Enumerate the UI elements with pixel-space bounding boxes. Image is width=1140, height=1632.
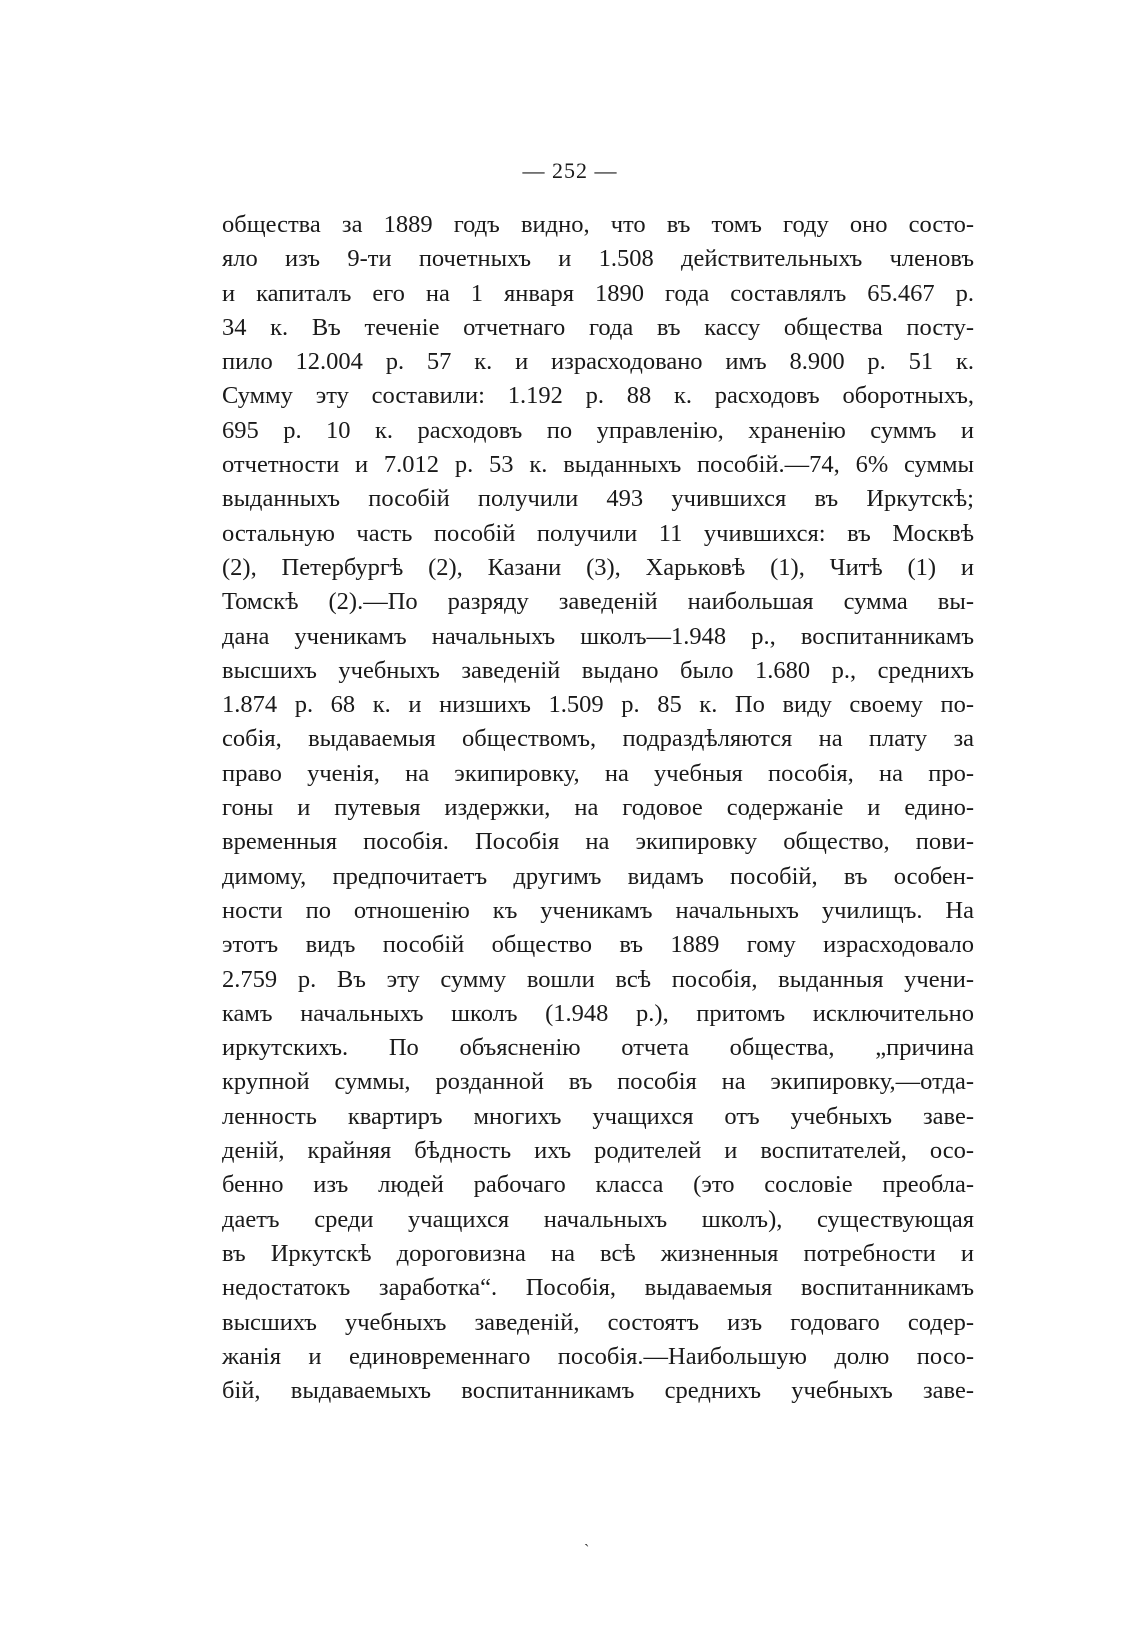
- text-line: камъ начальныхъ школъ (1.948 р.), притомъ исключительно: [222, 999, 974, 1027]
- text-line: отчетности и 7.012 р. 53 к. выданныхъ пособій.—74, 6% суммы: [222, 451, 974, 479]
- text-line: деній, крайняя бѣдность ихъ родителей и воспитателей, осо-: [222, 1137, 974, 1165]
- print-speck-mark: ˏ: [584, 1530, 590, 1547]
- text-line: въ Иркутскѣ дороговизна на всѣ жизненныя потребности и: [222, 1239, 974, 1267]
- page-number: — 252 —: [522, 158, 618, 183]
- text-line: Томскѣ (2).—По разряду заведеній наибольшая сумма вы-: [222, 588, 974, 616]
- text-line: жанія и единовременнаго пособія.—Наибольшую долю посо-: [222, 1342, 974, 1370]
- text-line: высшихъ учебныхъ заведеній выдано было 1.680 р., среднихъ: [222, 656, 974, 684]
- body-text: [222, 208, 974, 1408]
- text-line: и капиталъ его на 1 января 1890 года составлялъ 65.467 р.: [222, 279, 974, 307]
- text-line: остальную часть пособій получили 11 учившихся: въ Москвѣ: [222, 519, 974, 547]
- text-line: крупной суммы, розданной въ пособія на экипировку,—отда-: [222, 1068, 974, 1096]
- text-line: 1.874 р. 68 к. и низшихъ 1.509 р. 85 к. По виду своему по-: [222, 691, 974, 719]
- text-line: право ученія, на экипировку, на учебныя пособія, на про-: [222, 759, 974, 787]
- text-line: временныя пособія. Пособія на экипировку общество, пови-: [222, 828, 974, 856]
- text-line: общества за 1889 годъ видно, что въ томъ году оно состо-: [222, 211, 974, 238]
- text-line: иркутскихъ. По объясненію отчета общества, „причина: [222, 1034, 974, 1062]
- text-line: высшихъ учебныхъ заведеній, состоятъ изъ годоваго содер-: [222, 1308, 974, 1336]
- text-line: 2.759 р. Въ эту сумму вошли всѣ пособія, выданныя учени-: [222, 965, 974, 993]
- text-line: 34 к. Въ теченіе отчетнаго года въ кассу общества посту-: [222, 313, 974, 341]
- text-line: пило 12.004 р. 57 к. и израсходовано имъ 8.900 р. 51 к.: [222, 348, 974, 376]
- text-line: бій, выдаваемыхъ воспитанникамъ среднихъ учебныхъ заве-: [222, 1377, 974, 1405]
- text-line: даетъ среди учащихся начальныхъ школъ), существующая: [222, 1205, 974, 1233]
- text-line: ленность квартиръ многихъ учащихся отъ учебныхъ заве-: [222, 1102, 974, 1130]
- text-line: яло изъ 9-ти почетныхъ и 1.508 действительныхъ членовъ: [222, 245, 974, 273]
- text-line: недостатокъ заработка“. Пособія, выдаваемыя воспитанникамъ: [222, 1274, 974, 1302]
- text-line: ности по отношенію къ ученикамъ начальныхъ училищъ. На: [222, 896, 974, 924]
- text-line: этотъ видъ пособій общество въ 1889 гому израсходовало: [222, 931, 974, 959]
- text-line: Сумму эту составили: 1.192 р. 88 к. расходовъ оборотныхъ,: [222, 382, 974, 410]
- text-line: дана ученикамъ начальныхъ школъ—1.948 р., воспитанникамъ: [222, 622, 974, 650]
- text-line: гоны и путевыя издержки, на годовое содержаніе и едино-: [222, 794, 974, 822]
- text-line: 695 р. 10 к. расходовъ по управленію, храненію суммъ и: [222, 416, 974, 444]
- text-line: бенно изъ людей рабочаго класса (это сословіе преобла-: [222, 1171, 974, 1199]
- text-line: (2), Петербургѣ (2), Казани (3), Харьковѣ (1), Читѣ (1) и: [222, 553, 974, 581]
- text-line: собія, выдаваемыя обществомъ, подраздѣляются на плату за: [222, 725, 974, 753]
- text-line: димому, предпочитаетъ другимъ видамъ пособій, въ особен-: [222, 862, 974, 890]
- text-line: выданныхъ пособій получили 493 учившихся въ Иркутскѣ;: [222, 485, 974, 513]
